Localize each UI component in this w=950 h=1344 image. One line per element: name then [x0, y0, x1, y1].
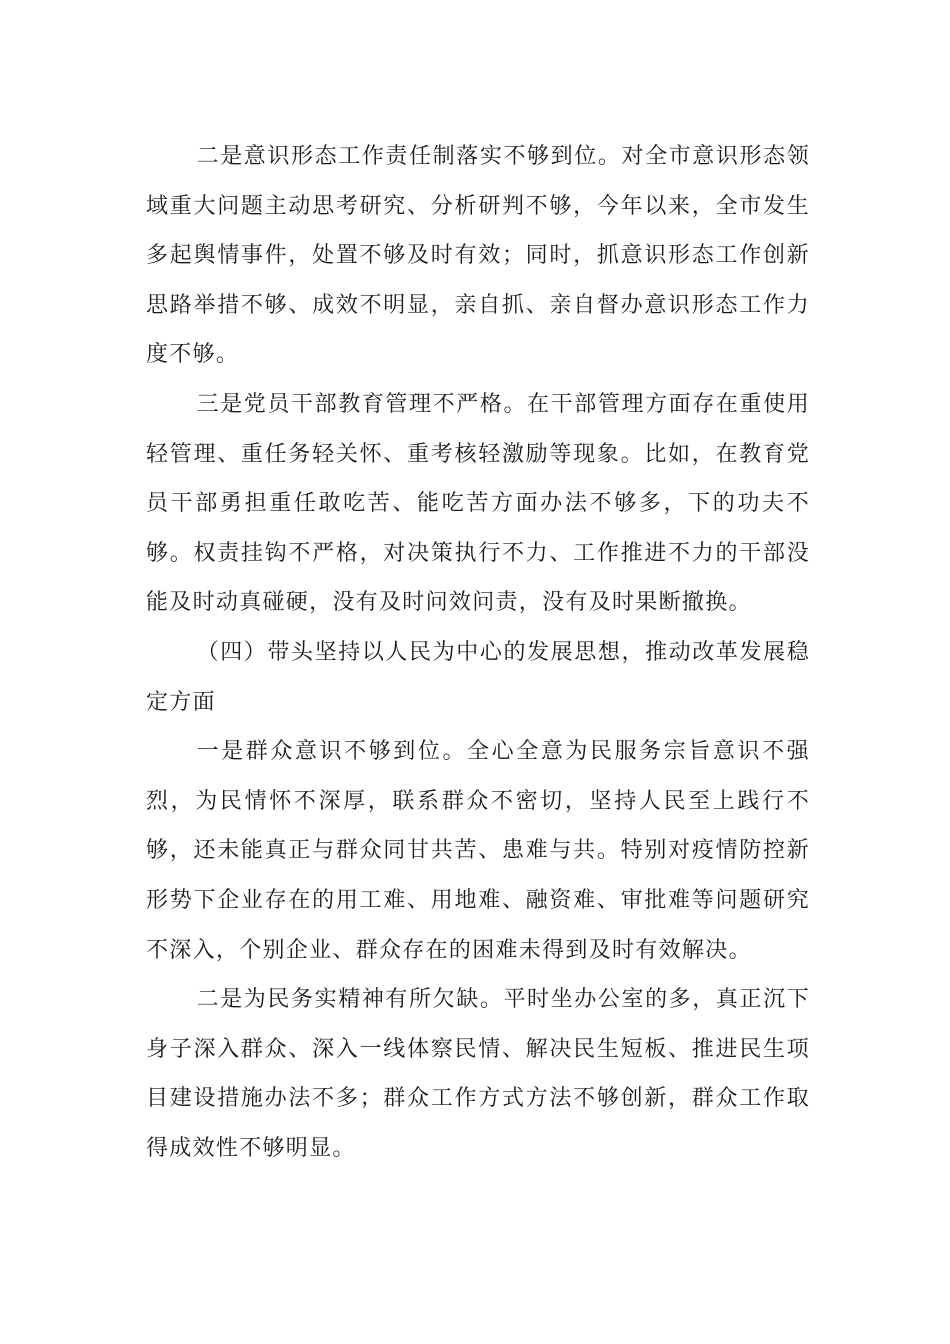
paragraph-ideology-responsibility: 二是意识形态工作责任制落实不够到位。对全市意识形态领域重大问题主动思考研究、分析研判不够，今年以来，全市发生多起舆情事件，处置不够及时有效；同时，抓意识形态工作创新思路举措不够、成效不明显，亲自抓、亲自督办意识形态工作力度不够。: [146, 144, 810, 368]
paragraph-mass-awareness: 一是群众意识不够到位。全心全意为民服务宗旨意识不强烈，为民情怀不深厚，联系群众不密切，坚持人民至上践行不够，还未能真正与群众同甘共苦、患难与共。特别对疫情防控新形势下企业存在的用工难、用地难、融资难、审批难等问题研究不深入，个别企业、群众存在的困难未得到及时有效解决。: [146, 739, 810, 963]
paragraph-pragmatic-spirit: 二是为民务实精神有所欠缺。平时坐办公室的多，真正沉下身子深入群众、深入一线体察民情、解决民生短板、推进民生项目建设措施办法不多；群众工作方式方法不够创新，群众工作取得成效性不够明显。: [146, 987, 810, 1161]
section-heading-four: （四）带头坚持以人民为中心的发展思想，推动改革发展稳定方面: [146, 639, 810, 715]
document-body: [146, 132, 810, 1173]
paragraph-cadre-management: 三是党员干部教育管理不严格。在干部管理方面存在重使用轻管理、重任务轻关怀、重考核轻激励等现象。比如，在教育党员干部勇担重任敢吃苦、能吃苦方面办法不够多，下的功夫不够。权责挂钩不严格，对决策执行不力、工作推进不力的干部没能及时动真碰硬，没有及时问效问责，没有及时果断撤换。: [146, 391, 810, 616]
